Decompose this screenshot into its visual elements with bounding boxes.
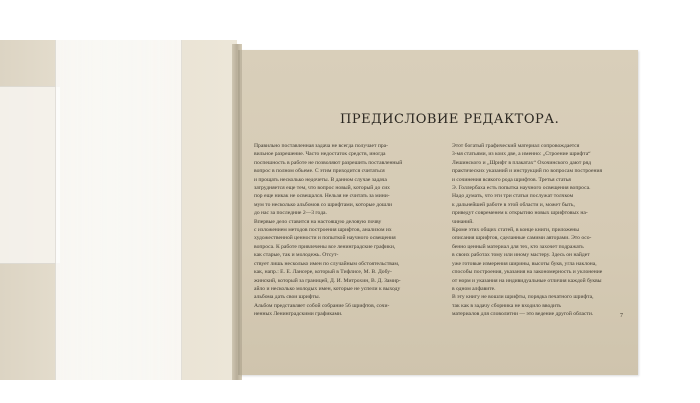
- text-line: вопроса. К работе привлечены все ленинградские графики,: [254, 243, 396, 250]
- right-text-column: [452, 142, 634, 319]
- text-line: пор еще никак не освещался. Нельзя не считать за мини-: [254, 193, 390, 200]
- text-line: 3-мя статьями, из коих две, а именно: „Строение шрифта“: [452, 151, 591, 158]
- text-line: художественной ценности и попыткой научного освещения: [254, 235, 396, 242]
- text-line: до нас за последние 2—3 года.: [254, 210, 327, 217]
- text-line: затрудняется еще тем, что вопрос новый, который до сих: [254, 185, 390, 192]
- text-line: уже готовые измерения ширины, высоты букв, угла наклона,: [452, 260, 597, 267]
- text-line: вильное разрешение. Часто недостаток средств, иногда: [254, 151, 386, 158]
- text-line: описания шрифтов, сделанные самими авторами. Это осо-: [452, 235, 592, 242]
- text-line: ненных Ленинградскими графиками.: [254, 311, 343, 318]
- text-line: и сочинения всякого рода шрифтов. Третья статья: [452, 176, 571, 183]
- text-line: и прощать несколько недочеты. В данном случае задача: [254, 176, 387, 183]
- tape-strip-left: [0, 86, 60, 264]
- text-line: вопрос в полном объеме. С этим приходится считаться: [254, 168, 385, 175]
- text-line: так как в задачу сборника не входило вводить: [452, 302, 561, 309]
- text-line: альбома дать свои шрифты.: [254, 294, 320, 301]
- text-line: практических указаний и инструкций по вопросам построения: [452, 168, 603, 175]
- text-line: Впервые дело ставится на настоящую деловую почву: [254, 218, 382, 225]
- text-line: Этот богатый графический материал сопровождается: [452, 143, 580, 149]
- text-line: Правильно поставленная задача не всегда получает пра-: [254, 143, 388, 149]
- text-line: Альбом представляет собой собрание 56 шрифтов, сочи-: [254, 302, 390, 309]
- text-line: как, напр.: Е. Е. Лансере, который в Тифлисе, М. В. Добу-: [254, 269, 392, 276]
- tape-strip: [55, 40, 182, 380]
- text-line: ствует лишь несколько имен по случайным обстоятельствам,: [254, 260, 400, 267]
- text-line: мум то несколько альбомов со шрифтами, которые дошли: [254, 201, 393, 208]
- page-number: 7: [620, 313, 623, 319]
- text-line: Лешинского и „Шрифт в плакатах“ Охочинского дают ряд: [452, 159, 591, 166]
- text-line: как старые, так и молодежь. Отсут-: [254, 252, 339, 259]
- text-line: в своих работах тому или иному мастеру. Здесь он найдет: [452, 252, 590, 259]
- text-line: бенно ценный материал для тех, кто захочет подражать: [452, 243, 584, 250]
- text-line: с изложением методов построения шрифтов, анализом их: [254, 227, 392, 234]
- text-line: чинаний.: [452, 218, 474, 225]
- page-edge-shadow: [238, 50, 242, 375]
- text-line: приведут современем к открытию новых шрифтовых на-: [452, 210, 588, 217]
- right-page: [240, 50, 638, 375]
- text-line: жинский, который за границей, Д. И. Митрохин, В. Д. Замир-: [254, 277, 401, 284]
- text-line: материалов для словолитни — это ведение другой области.: [452, 311, 594, 318]
- text-line: Кроме этих общих статей, в конце книги, приложены: [452, 227, 580, 234]
- left-text-column: [254, 142, 436, 319]
- text-line: айло и несколько молодых имен, которые не успели к выходу: [254, 285, 401, 292]
- text-line: к дальнейшей работе в этой области и, может быть,: [452, 201, 575, 208]
- text-line: в одном алфавите.: [452, 285, 496, 292]
- text-line: Э. Голлербаха есть попытка научного освещения вопроса.: [452, 185, 591, 192]
- text-line: В эту книгу не вошли шрифты, порядка печатного шрифта,: [452, 294, 594, 301]
- text-line: Надо думать, что эти три статьи послужат толчком: [452, 193, 574, 200]
- text-line: поспешность в работе не позволяют разрешить поставленный: [254, 159, 403, 166]
- text-line: от норм и указания на индивидуальные отличия каждой буквы: [452, 277, 602, 284]
- text-line: способы построения, указания на закономерность и уклонение: [452, 269, 603, 276]
- page-heading: ПРЕДИСЛОВИЕ РЕДАКТОРА.: [340, 112, 560, 127]
